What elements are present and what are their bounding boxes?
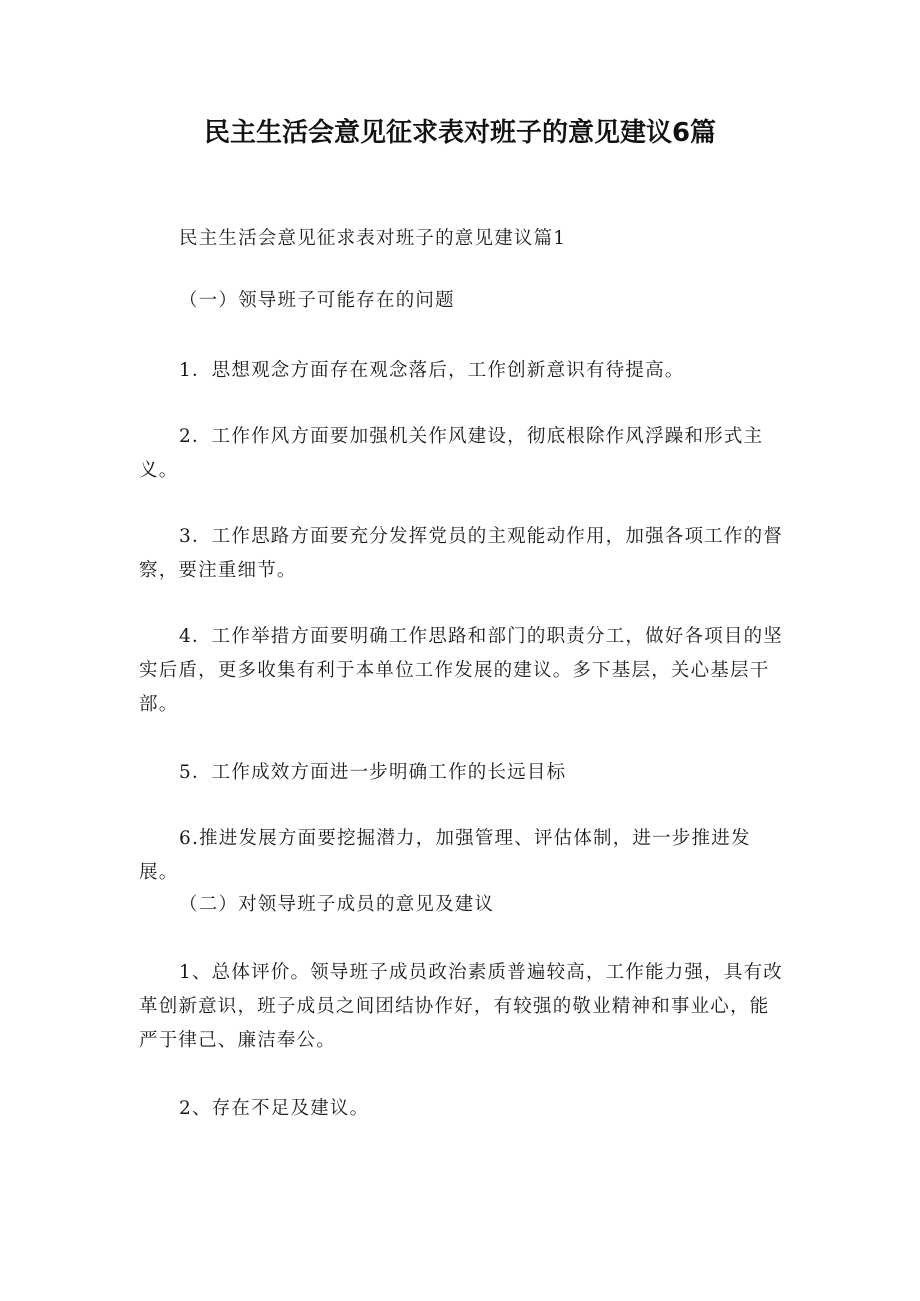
list-item-1: 1．思想观念方面存在观念落后，工作创新意识有待提高。 [179,360,685,381]
list-item-5: 5．工作成效方面进一步明确工作的长远目标 [179,762,567,783]
list-item-4: 4．工作举措方面要明确工作思路和部门的职责分工，做好各项目的坚实后盾，更多收集有利于本单位工作发展的建议。多下基层，关心基层干部。 [139,626,783,715]
shortcomings-paragraph: 2、存在不足及建议。 [179,1098,370,1119]
article-subtitle: 民主生活会意见征求表对班子的意见建议篇1 [179,228,567,249]
section-one-heading: （一）领导班子可能存在的问题 [179,290,455,311]
document-title: 民主生活会意见征求表对班子的意见建议6篇 [203,118,717,148]
list-item-3: 3．工作思路方面要充分发挥党员的主观能动作用，加强各项工作的督察，要注重细节。 [139,526,783,581]
list-item-2: 2．工作作风方面要加强机关作风建设，彻底根除作风浮躁和形式主义。 [139,426,764,481]
section-two-heading: （二）对领导班子成员的意见及建议 [179,894,495,915]
list-item-6: 6.推进发展方面要挖掘潜力，加强管理、评估体制，进一步推进发展。 [139,828,751,883]
evaluation-paragraph: 1、总体评价。领导班子成员政治素质普遍较高，工作能力强，具有改革创新意识，班子成员之间团结协作好，有较强的敬业精神和事业心，能严于律己、廉洁奉公。 [139,962,783,1051]
